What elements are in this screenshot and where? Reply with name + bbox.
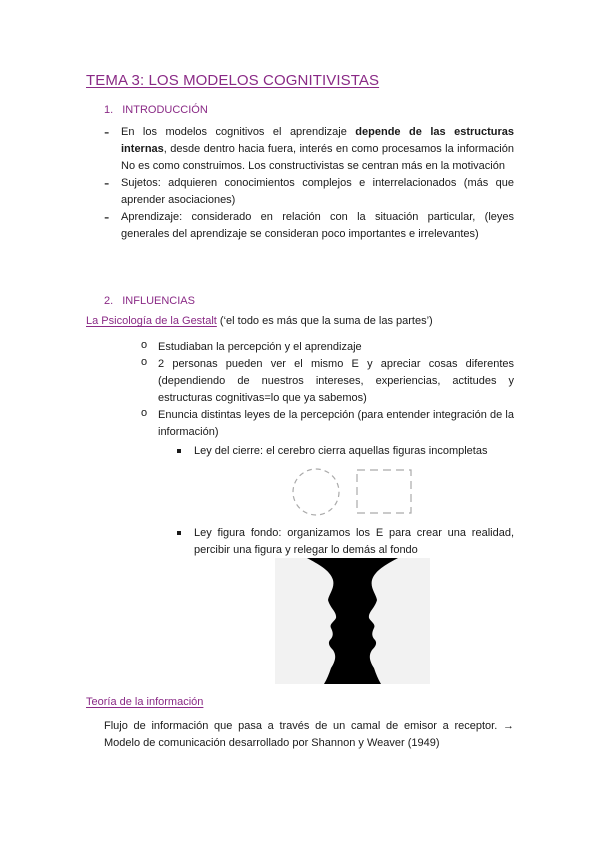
section-heading-introduccion bbox=[104, 104, 208, 116]
ley-figura-fondo-text: Ley figura fondo: organizamos los E para crear una realidad, percibir una figura y relegar lo demás al fondo bbox=[194, 527, 514, 556]
section-number: 1. bbox=[104, 104, 114, 116]
dash-bullet: - bbox=[104, 175, 110, 192]
dash-bullet: - bbox=[104, 209, 110, 226]
gestalt-point: 2 personas pueden ver el mismo E y apreciar cosas diferentes (dependiendo de nuestros intereses, experiencias, actitudes y estructuras cognitivas=lo que ya sabemos) bbox=[158, 358, 514, 404]
gestalt-point: Enuncia distintas leyes de la percepción (para entender integración de la información) bbox=[158, 409, 514, 438]
list-item bbox=[104, 209, 514, 243]
aprendizaje-text: Aprendizaje: considerado en relación con la situación particular, (leyes generales del aprendizaje se consideran poco importantes e irrelevantes) bbox=[121, 211, 514, 240]
gestalt-link[interactable]: La Psicología de la Gestalt bbox=[86, 315, 217, 327]
list-item bbox=[141, 339, 514, 356]
gestalt-heading bbox=[86, 315, 433, 327]
teoria-informacion-text: Flujo de información que pasa a través de un camal de emisor a receptor. → Modelo de comunicación desarrollado por Shannon y Weaver (1949) bbox=[104, 720, 514, 749]
sujetos-text: Sujetos: adquieren conocimientos complejos e interrelacionados (más que aprender asociaciones) bbox=[121, 177, 514, 206]
section-number: 2. bbox=[104, 295, 114, 307]
list-item bbox=[177, 443, 514, 460]
list-item bbox=[141, 356, 514, 407]
teoria-informacion-link[interactable]: Teoría de la información bbox=[86, 696, 204, 708]
circle-bullet: o bbox=[141, 356, 148, 368]
list-item bbox=[104, 124, 514, 175]
section-label: INFLUENCIAS bbox=[122, 295, 195, 307]
intro-text: En los modelos cognitivos el aprendizaje bbox=[121, 126, 356, 138]
gestalt-list bbox=[141, 339, 514, 441]
section-heading-influencias bbox=[104, 295, 195, 307]
intro-text: , desde dentro hacia fuera, interés en como procesamos la información No es como construimos. Los constructivistas se centran más en la motivación bbox=[121, 143, 514, 172]
circle-bullet: o bbox=[141, 407, 148, 419]
list-item bbox=[141, 407, 514, 441]
list-item bbox=[104, 175, 514, 209]
figure-ground-vase-image bbox=[275, 558, 430, 684]
square-bullet bbox=[177, 531, 181, 535]
gestalt-quote: (‘el todo es más que la suma de las partes’) bbox=[216, 315, 433, 327]
circle-bullet: o bbox=[141, 339, 148, 351]
gestalt-point: Estudiaban la percepción y el aprendizaje bbox=[158, 341, 362, 353]
closure-figure-image bbox=[285, 460, 420, 520]
square-bullet bbox=[177, 449, 181, 453]
dash-bullet: - bbox=[104, 124, 110, 141]
intro-list bbox=[104, 124, 514, 243]
intro-bold-text: depende de las estructuras internas bbox=[121, 126, 514, 155]
list-item bbox=[177, 525, 514, 559]
section-label: INTRODUCCIÓN bbox=[122, 104, 208, 116]
ley-cierre-text: Ley del cierre: el cerebro cierra aquellas figuras incompletas bbox=[194, 445, 488, 457]
page-title: TEMA 3: LOS MODELOS COGNITIVISTAS bbox=[86, 72, 380, 89]
